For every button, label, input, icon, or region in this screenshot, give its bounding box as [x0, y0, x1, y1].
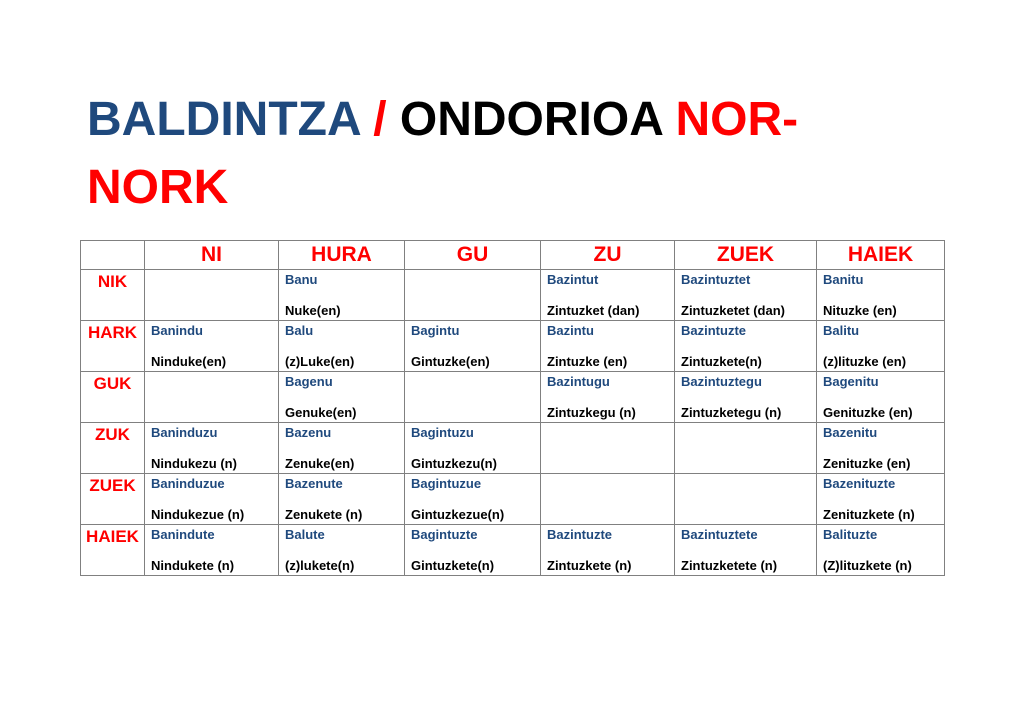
ondorioa-form: Zenituzkete (n): [823, 507, 915, 522]
column-header-zu: ZU: [541, 241, 675, 270]
row-header: ZUK: [81, 423, 145, 474]
ondorioa-form: Zintuzketete (n): [681, 558, 778, 573]
table-cell: [541, 525, 675, 576]
baldintza-form: Bazintuzte: [681, 323, 746, 338]
table-cell: [145, 423, 279, 474]
ondorioa-form: Genuke(en): [285, 405, 357, 420]
baldintza-form: Bazenituzte: [823, 476, 896, 491]
table-row: [81, 423, 945, 474]
ondorioa-form: Zintuzketegu (n): [681, 405, 782, 420]
table-cell: [675, 525, 817, 576]
table-cell: [675, 423, 817, 474]
table-cell: [541, 270, 675, 321]
table-cell: [279, 525, 405, 576]
table-cell: [817, 270, 945, 321]
baldintza-form: Balute: [285, 527, 325, 542]
ondorioa-form: Nuke(en): [285, 303, 341, 318]
table-cell: [279, 474, 405, 525]
table-cell: [279, 321, 405, 372]
column-header-ni: NI: [145, 241, 279, 270]
baldintza-form: Bagintuzte: [411, 527, 478, 542]
table-cell: [541, 372, 675, 423]
table-row: [81, 270, 945, 321]
ondorioa-form: Nindukezue (n): [151, 507, 245, 522]
table-cell: [675, 474, 817, 525]
column-header-gu: GU: [405, 241, 541, 270]
ondorioa-form: Zintuzke (en): [547, 354, 628, 369]
ondorioa-form: Genituzke (en): [823, 405, 913, 420]
title-nor-nork: NOR-NORK: [87, 93, 799, 214]
table-cell: [675, 372, 817, 423]
column-header-haiek: HAIEK: [817, 241, 945, 270]
table-cell: [405, 372, 541, 423]
baldintza-form: Bazintuzte: [547, 527, 612, 542]
table-cell: [145, 525, 279, 576]
baldintza-form: Bagenitu: [823, 374, 879, 389]
table-cell: [145, 474, 279, 525]
ondorioa-form: Zintuzket (dan): [547, 303, 640, 318]
baldintza-form: Banu: [285, 272, 318, 287]
table-cell: [541, 474, 675, 525]
header-row: [81, 241, 945, 270]
table-row: [81, 525, 945, 576]
baldintza-form: Baninduzu: [151, 425, 218, 440]
table-cell: [675, 321, 817, 372]
table-cell: [405, 525, 541, 576]
table-cell: [541, 321, 675, 372]
baldintza-form: Baninduzue: [151, 476, 225, 491]
conjugation-table: [80, 240, 945, 576]
ondorioa-form: Zintuzkegu (n): [547, 405, 636, 420]
baldintza-form: Bazenitu: [823, 425, 878, 440]
table-cell: [279, 372, 405, 423]
table-cell: [817, 474, 945, 525]
ondorioa-form: Zintuzketet (dan): [681, 303, 785, 318]
baldintza-form: Balitu: [823, 323, 860, 338]
title-slash: /: [373, 93, 387, 146]
ondorioa-form: Zenukete (n): [285, 507, 363, 522]
column-header-zuek: ZUEK: [675, 241, 817, 270]
table-row: [81, 372, 945, 423]
ondorioa-form: Zintuzkete (n): [547, 558, 632, 573]
table-cell: [145, 321, 279, 372]
row-header: GUK: [81, 372, 145, 423]
table-cell: [817, 321, 945, 372]
row-header: NIK: [81, 270, 145, 321]
table-cell: [145, 372, 279, 423]
table-cell: [279, 270, 405, 321]
ondorioa-form: Gintuzke(en): [411, 354, 490, 369]
baldintza-form: Bazintut: [547, 272, 599, 287]
row-header: HARK: [81, 321, 145, 372]
baldintza-form: Bazintuztete: [681, 527, 758, 542]
ondorioa-form: (Z)lituzkete (n): [823, 558, 912, 573]
ondorioa-form: Ninduke(en): [151, 354, 227, 369]
baldintza-form: Bagenu: [285, 374, 333, 389]
corner-cell: [81, 241, 145, 270]
row-header: HAIEK: [81, 525, 145, 576]
baldintza-form: Bazintu: [547, 323, 594, 338]
table-cell: [405, 474, 541, 525]
title-ondorioa: ONDORIOA: [399, 93, 663, 146]
baldintza-form: Balu: [285, 323, 314, 338]
ondorioa-form: Gintuzkezu(n): [411, 456, 497, 471]
baldintza-form: Bazenu: [285, 425, 332, 440]
table-cell: [405, 321, 541, 372]
ondorioa-form: Gintuzkete(n): [411, 558, 495, 573]
row-header: ZUEK: [81, 474, 145, 525]
baldintza-form: Bazintuztet: [681, 272, 751, 287]
ondorioa-form: Zenuke(en): [285, 456, 355, 471]
baldintza-form: Balituzte: [823, 527, 878, 542]
table-row: [81, 321, 945, 372]
ondorioa-form: (z)lituzke (en): [823, 354, 907, 369]
ondorioa-form: (z)lukete(n): [285, 558, 355, 573]
baldintza-form: Banitu: [823, 272, 864, 287]
baldintza-form: Bazenute: [285, 476, 343, 491]
table-cell: [817, 423, 945, 474]
ondorioa-form: Gintuzkezue(n): [411, 507, 505, 522]
ondorioa-form: Nindukezu (n): [151, 456, 237, 471]
table-cell: [405, 423, 541, 474]
ondorioa-form: Nindukete (n): [151, 558, 235, 573]
page-title: [87, 86, 907, 222]
table-row: [81, 474, 945, 525]
table-cell: [817, 372, 945, 423]
table-cell: [541, 423, 675, 474]
baldintza-form: Bagintuzue: [411, 476, 482, 491]
table-cell: [145, 270, 279, 321]
ondorioa-form: Zintuzkete(n): [681, 354, 762, 369]
column-header-hura: HURA: [279, 241, 405, 270]
table-cell: [405, 270, 541, 321]
baldintza-form: Bagintuzu: [411, 425, 474, 440]
table-cell: [279, 423, 405, 474]
baldintza-form: Banindu: [151, 323, 203, 338]
table-cell: [817, 525, 945, 576]
ondorioa-form: Zenituzke (en): [823, 456, 911, 471]
table-cell: [675, 270, 817, 321]
baldintza-form: Bazintuztegu: [681, 374, 762, 389]
title-baldintza: BALDINTZA: [87, 93, 360, 146]
baldintza-form: Bagintu: [411, 323, 460, 338]
baldintza-form: Banindute: [151, 527, 215, 542]
baldintza-form: Bazintugu: [547, 374, 610, 389]
ondorioa-form: (z)Luke(en): [285, 354, 355, 369]
ondorioa-form: Nituzke (en): [823, 303, 897, 318]
